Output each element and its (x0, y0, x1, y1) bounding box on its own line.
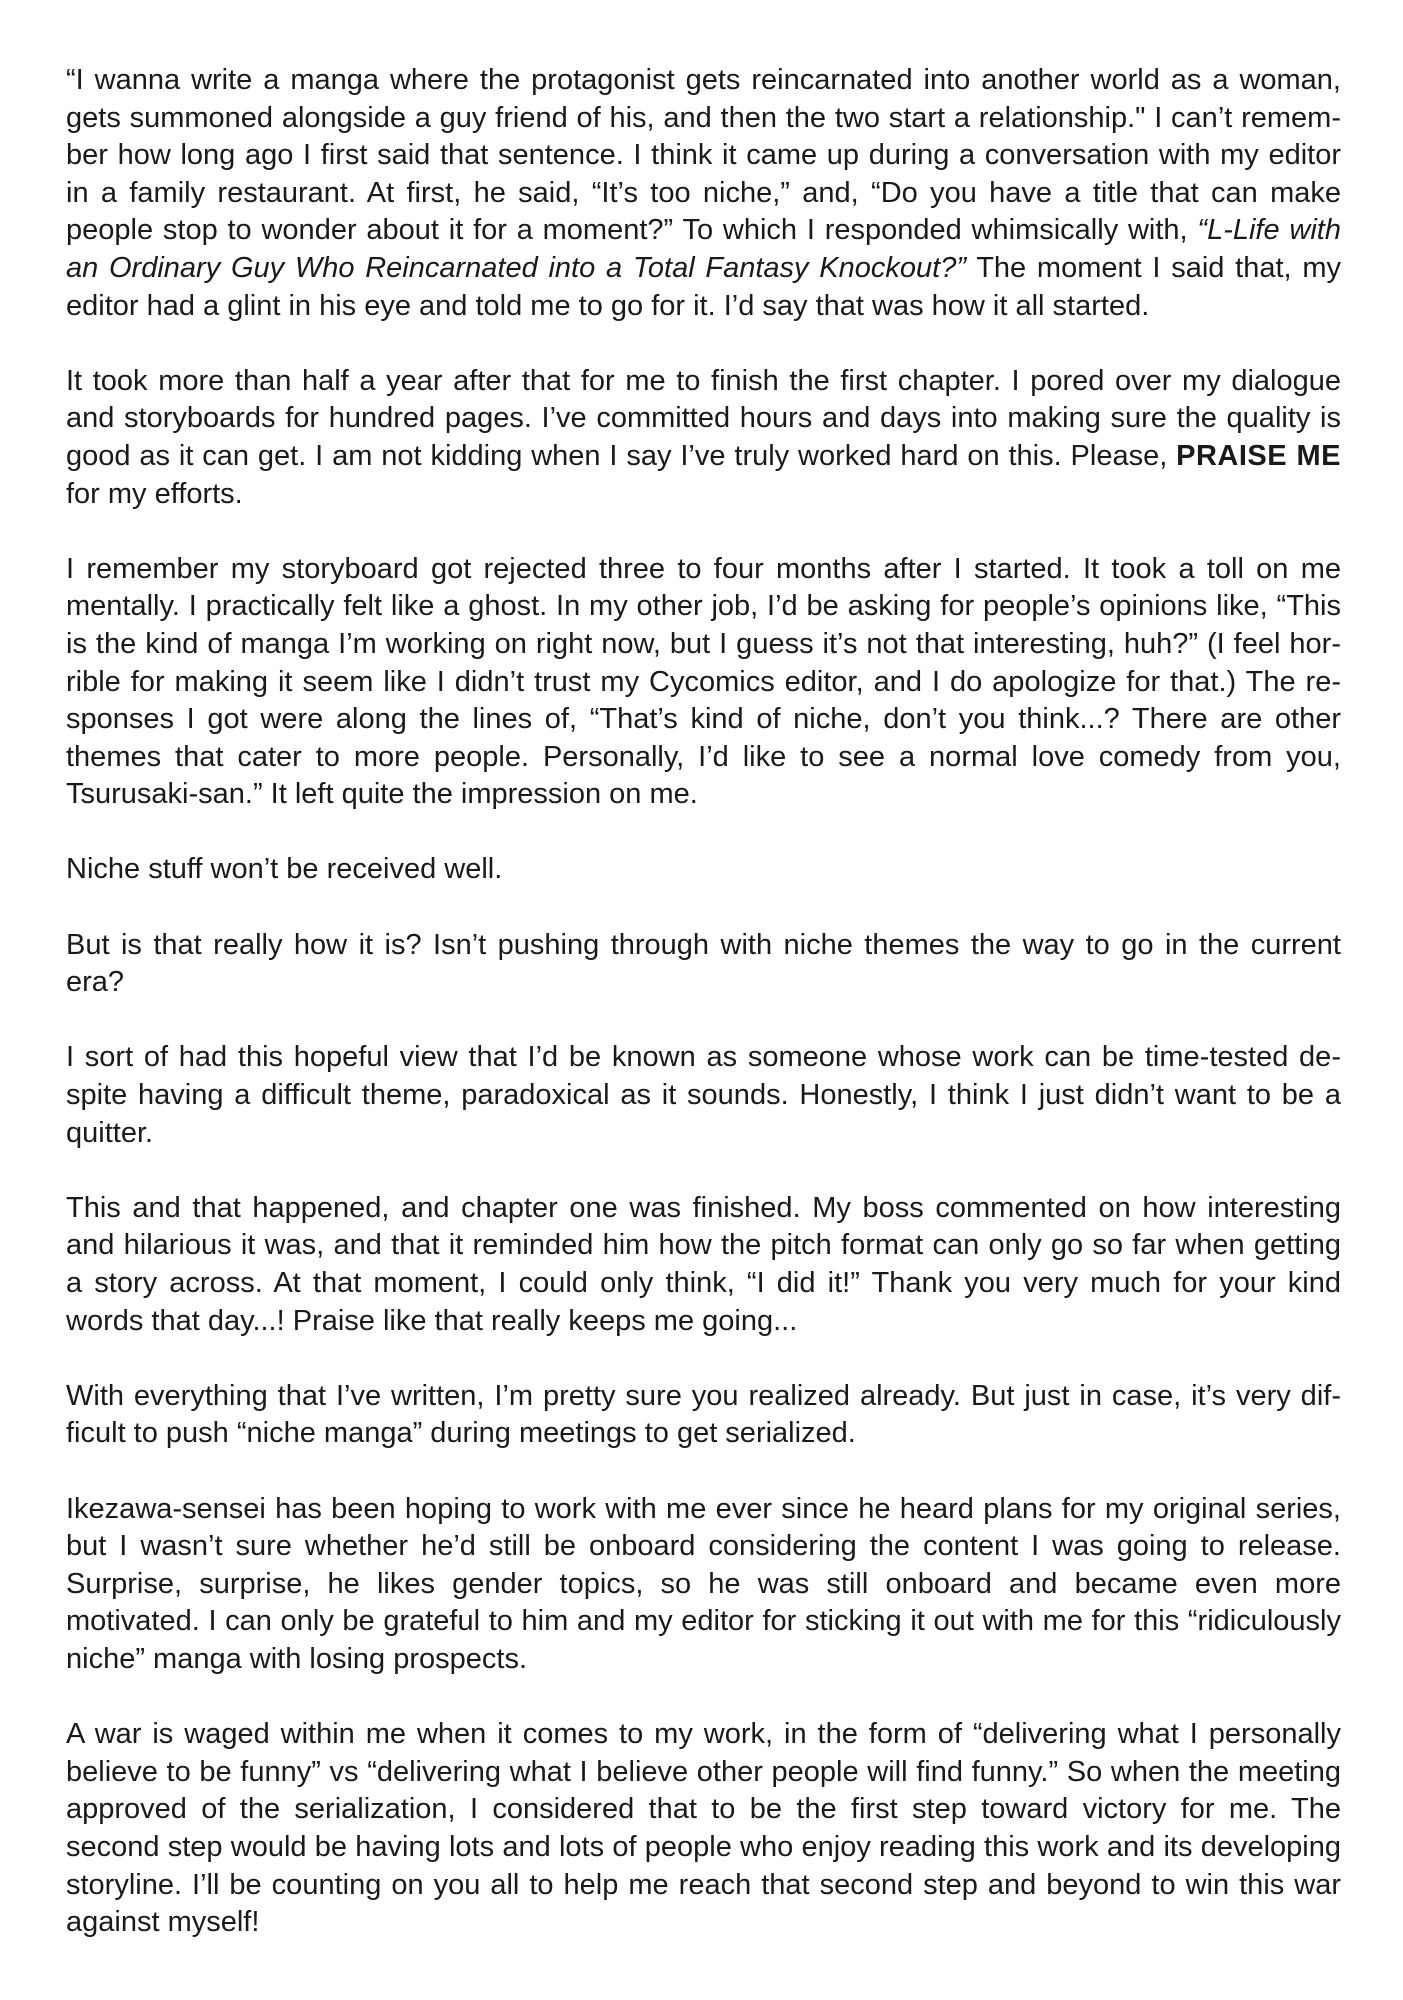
paragraph-3: I remember my storyboard got rejected three to four months after I started. It took a toll on me mentally. I practically felt like a ghost. In my other job, I’d be asking for people’s opinions like, “This is the kind of manga I’m working on right now, but I guess it’s not that interesting, huh?” (I feel horrible for making it seem like I didn’t trust my Cycomics editor, and I do apologize for that.) The responses I got were along the lines of, “That’s kind of niche, don’t you think...? There are other themes that cater to more people. Personally, I’d like to see a normal love comedy from you, Tsurusaki-san.” It left quite the impression on me. (66, 552, 1341, 811)
paragraph-9: Ikezawa-sensei has been hoping to work with me ever since he heard plans for my original series, but I wasn’t sure whether he’d still be onboard considering the content I was going to release. Surprise, surprise, he likes gender topics, so he was still onboard and became even more motivated. I can only be grateful to him and my editor for sticking it out with me for this “ridiculously niche” manga with losing prospects. (66, 1492, 1341, 1675)
paragraph-4: Niche stuff won’t be received well. (66, 853, 503, 886)
paragraph-7: This and that happened, and chapter one was finished. My boss commented on how interesting and hilarious it was, and that it reminded him how the pitch format can only go so far when getting a story across. At that moment, I could only think, “I did it!” Thank you very much for your kind words that day...! Praise like that really keeps me going... (66, 1191, 1341, 1337)
paragraph-2-text-end: for my efforts. (66, 477, 243, 510)
paragraph-1-text-end: The moment I said that, my editor had a glint in his eye and told me to go for it. I’d say that was how it all started. (66, 251, 1341, 322)
afterword-text (66, 62, 1341, 1942)
paragraph-5: But is that really how it is? Isn’t pushing through with niche themes the way to go in the current era? (66, 928, 1341, 999)
paragraph-2-text: It took more than half a year after that for me to finish the first chapter. I pored over my dialogue and storyboards for hundred pages. I’ve committed hours and days into making sure the quality is good as it can get. I am not kidding when I say I’ve truly worked hard on this. Please, (66, 364, 1341, 472)
paragraph-1-text: “I wanna write a manga where the protagonist gets reincarnated into another world as a woman, gets summoned alongside a guy friend of his, and then the two start a relationship." I can’t remember how long ago I first said that sentence. I think it came up during a conversation with my editor in a family restaurant. At first, he said, “It’s too niche,” and, “Do you have a title that can make people stop to wonder about it for a moment?” To which I responded whimsically with, (66, 64, 1341, 247)
manga-title: “L-Life with an Ordinary Guy Who Reincarnated into a Total Fantasy Knockout?” (66, 214, 1341, 284)
paragraph-10: A war is waged within me when it comes to my work, in the form of “delivering what I personally believe to be funny” vs “delivering what I believe other people will find funny.” So when the meeting approved of the serialization, I considered that to be the first step toward victory for me. The second step would be having lots and lots of people who enjoy reading this work and its developing storyline. I’ll be counting on you all to help me reach that second step and beyond to win this war against myself! (66, 1718, 1341, 1939)
praise-emphasis: PRAISE ME (1176, 439, 1341, 472)
paragraph-8: With everything that I’ve written, I’m pretty sure you realized already. But just in case, it’s very difficult to push “niche manga” during meetings to get serialized. (66, 1379, 1341, 1450)
paragraph-6: I sort of had this hopeful view that I’d be known as someone whose work can be time-tested despite having a difficult theme, paradoxical as it sounds. Honestly, I think I just didn’t want to be a quitter. (66, 1041, 1341, 1149)
paragraph-1 (66, 62, 1341, 325)
paragraph-2 (66, 363, 1341, 513)
